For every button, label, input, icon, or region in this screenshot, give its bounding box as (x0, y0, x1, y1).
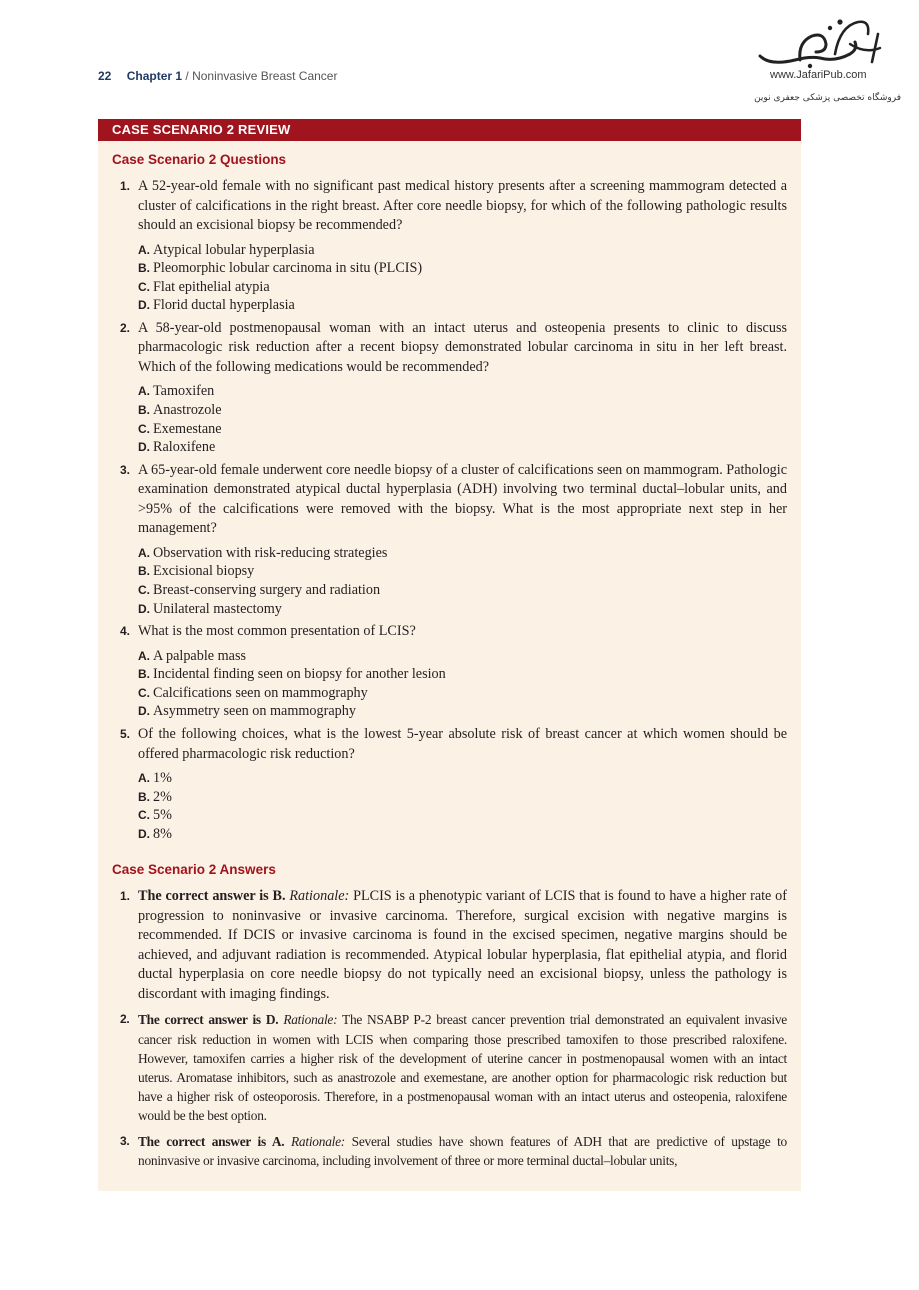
answer-lead: The correct answer is A. (138, 1133, 285, 1149)
option-letter: A. (138, 242, 150, 257)
answer-lead: The correct answer is B. (138, 888, 286, 905)
header-separator: / (182, 69, 193, 83)
answer-option (138, 702, 787, 721)
question-list (120, 177, 787, 843)
option-list (138, 241, 787, 315)
answer-option (138, 562, 787, 581)
questions-heading: Case Scenario 2 Questions (112, 152, 287, 167)
answer-option (138, 241, 787, 260)
option-letter: C. (138, 808, 150, 823)
answer-number: 1. (120, 889, 131, 904)
option-letter: C. (138, 685, 150, 700)
option-text: Raloxifene (153, 439, 216, 456)
rationale-label: Rationale: (283, 1012, 338, 1028)
option-text: Pleomorphic lobular carcinoma in situ (PLCIS) (153, 260, 423, 277)
calligraphy-logo-icon (740, 14, 905, 74)
option-letter: B. (138, 564, 150, 579)
answer-option (138, 600, 787, 619)
case-review-box (98, 119, 801, 1191)
option-text: Exemestane (153, 420, 222, 437)
option-letter: A. (138, 545, 150, 560)
answer-option (138, 647, 787, 666)
option-letter: D. (138, 601, 150, 616)
option-list (138, 769, 787, 843)
answer-number: 2. (120, 1012, 130, 1027)
answer-option (138, 278, 787, 297)
publisher-tagline: فروشگاه تخصصی پزشکی جعفری نوین (754, 93, 901, 103)
option-text: Unilateral mastectomy (153, 600, 282, 617)
review-banner: CASE SCENARIO 2 REVIEW (98, 119, 801, 141)
question-text: A 65-year-old female underwent core needle biopsy of a cluster of calcifications seen on mammogram. Pathologic examination demonstrated atypical ductal hyperplasia (ADH) involving two terminal ductal–lobular units, and >95% of the calcifications were removed with the biopsy. What is the most appropriate next step in her management? (138, 461, 787, 537)
option-text: Breast-conserving surgery and radiation (153, 581, 381, 598)
question-text: A 52-year-old female with no significant past medical history presents after a screening mammogram detected a cluster of calcifications in the right breast. After core needle biopsy, for which of the following pathologic results should an excisional biopsy be recommended? (138, 178, 787, 233)
question-item (120, 319, 787, 457)
answers-heading: Case Scenario 2 Answers (112, 862, 276, 878)
option-text: Anastrozole (153, 401, 222, 418)
question-number: 3. (120, 462, 131, 477)
answer-option (138, 438, 787, 457)
option-letter: D. (138, 704, 150, 719)
answer-option (138, 788, 787, 807)
answer-option (138, 296, 787, 315)
answer-option (138, 382, 787, 401)
option-list (138, 382, 787, 456)
option-text: A palpable mass (153, 647, 246, 664)
rationale-label: Rationale: (290, 1133, 346, 1149)
answer-option (138, 401, 787, 420)
option-letter: A. (138, 648, 150, 663)
publisher-url: www.JafariPub.com (770, 69, 867, 81)
option-text: Calcifications seen on mammography (153, 684, 368, 701)
answer-text: PLCIS is a phenotypic variant of LCIS that is found to have a higher rate of progression to noninvasive or invasive carcinoma. Therefore, surgical excision with negative margins is recommended. If DCIS or invasive carcinoma is found in the excised specimen, negative margins should be achieved, and adjuvant radiation is recommended. Atypical lobular hyperplasia, flat epithelial atypia, and florid ductal hyperplasia on core needle biopsy do not typically need an excisional biopsy, unless the pathology is discordant with imaging findings. (138, 888, 787, 1002)
option-text: Atypical lobular hyperplasia (153, 241, 315, 258)
answer-item (120, 1010, 787, 1125)
option-letter: B. (138, 789, 150, 804)
answer-option (138, 769, 787, 788)
answer-option (138, 581, 787, 600)
question-number: 2. (120, 320, 131, 335)
answer-option (138, 259, 787, 278)
question-number: 1. (120, 179, 131, 193)
answer-number: 3. (120, 1133, 130, 1148)
answer-lead: The correct answer is D. (138, 1012, 279, 1028)
option-letter: D. (138, 298, 150, 313)
option-letter: C. (138, 421, 150, 436)
rationale-label: Rationale: (289, 888, 350, 905)
answer-option (138, 420, 787, 439)
question-text: A 58-year-old postmenopausal woman with an intact uterus and osteopenia presents to clinic to discuss pharmacologic risk reduction after a recent biopsy demonstrated lobular carcinoma in situ in her left breast. Which of the following medications would be recommended? (138, 319, 787, 375)
question-text: What is the most common presentation of LCIS? (138, 623, 416, 640)
answer-text: Several studies have shown features of ADH that are predictive of upstage to noninvasive or invasive carcinoma, including involvement of three or more terminal ductal–lobular units, (138, 1133, 787, 1168)
running-header (98, 69, 337, 83)
question-text: Of the following choices, what is the lowest 5-year absolute risk of breast cancer at which women should be offered pharmacologic risk reduction? (138, 726, 787, 762)
option-text: Asymmetry seen on mammography (153, 703, 356, 720)
option-text: Flat epithelial atypia (153, 278, 270, 295)
option-letter: C. (138, 582, 150, 597)
answer-item (120, 1132, 787, 1170)
option-text: 5% (153, 807, 172, 824)
option-letter: B. (138, 667, 150, 682)
option-text: 2% (153, 788, 172, 805)
publisher-logo (740, 14, 905, 109)
question-item (120, 725, 787, 843)
answer-option (138, 684, 787, 703)
chapter-label: Chapter 1 (126, 69, 183, 83)
answer-list (120, 887, 787, 1170)
option-letter: A. (138, 384, 150, 399)
option-text: Tamoxifen (153, 383, 215, 400)
option-letter: A. (138, 771, 150, 785)
option-list (138, 647, 787, 721)
question-number: 4. (120, 624, 131, 639)
chapter-title: Noninvasive Breast Cancer (192, 69, 338, 83)
option-letter: D. (138, 440, 150, 455)
option-text: 1% (153, 770, 172, 786)
answer-option (138, 825, 787, 844)
question-item (120, 461, 787, 618)
option-letter: B. (138, 261, 150, 276)
option-letter: D. (138, 826, 150, 841)
question-item (120, 622, 787, 721)
option-text: Observation with risk-reducing strategies (153, 544, 388, 561)
option-text: Florid ductal hyperplasia (153, 297, 295, 314)
option-list (138, 544, 787, 618)
answer-body (138, 887, 787, 1004)
option-letter: B. (138, 402, 150, 417)
answer-option (138, 544, 787, 563)
answer-body (138, 1010, 787, 1125)
page-number: 22 (98, 69, 112, 83)
option-text: Incidental finding seen on biopsy for another lesion (153, 666, 446, 683)
option-text: 8% (153, 825, 172, 842)
option-text: Excisional biopsy (153, 563, 255, 580)
option-letter: C. (138, 279, 150, 294)
answer-option (138, 806, 787, 825)
answer-item (120, 887, 787, 1004)
answer-option (138, 665, 787, 684)
question-number: 5. (120, 727, 131, 741)
answer-text: The NSABP P-2 breast cancer prevention trial demonstrated an equivalent invasive cancer risk reduction in women with LCIS when comparing those prescribed tamoxifen to those prescribed raloxifene. However, tamoxifen carries a higher risk of the development of uterine cancer in postmenopausal women with an intact uterus. Aromatase inhibitors, such as anastrozole and exemestane, are another option for pharmacologic risk reduction but have a higher risk of osteoporosis. Therefore, in a postmenopausal woman with an intact uterus and osteopenia, raloxifene would be the best option. (138, 1012, 787, 1124)
answer-body (138, 1132, 787, 1170)
question-item (120, 177, 787, 315)
